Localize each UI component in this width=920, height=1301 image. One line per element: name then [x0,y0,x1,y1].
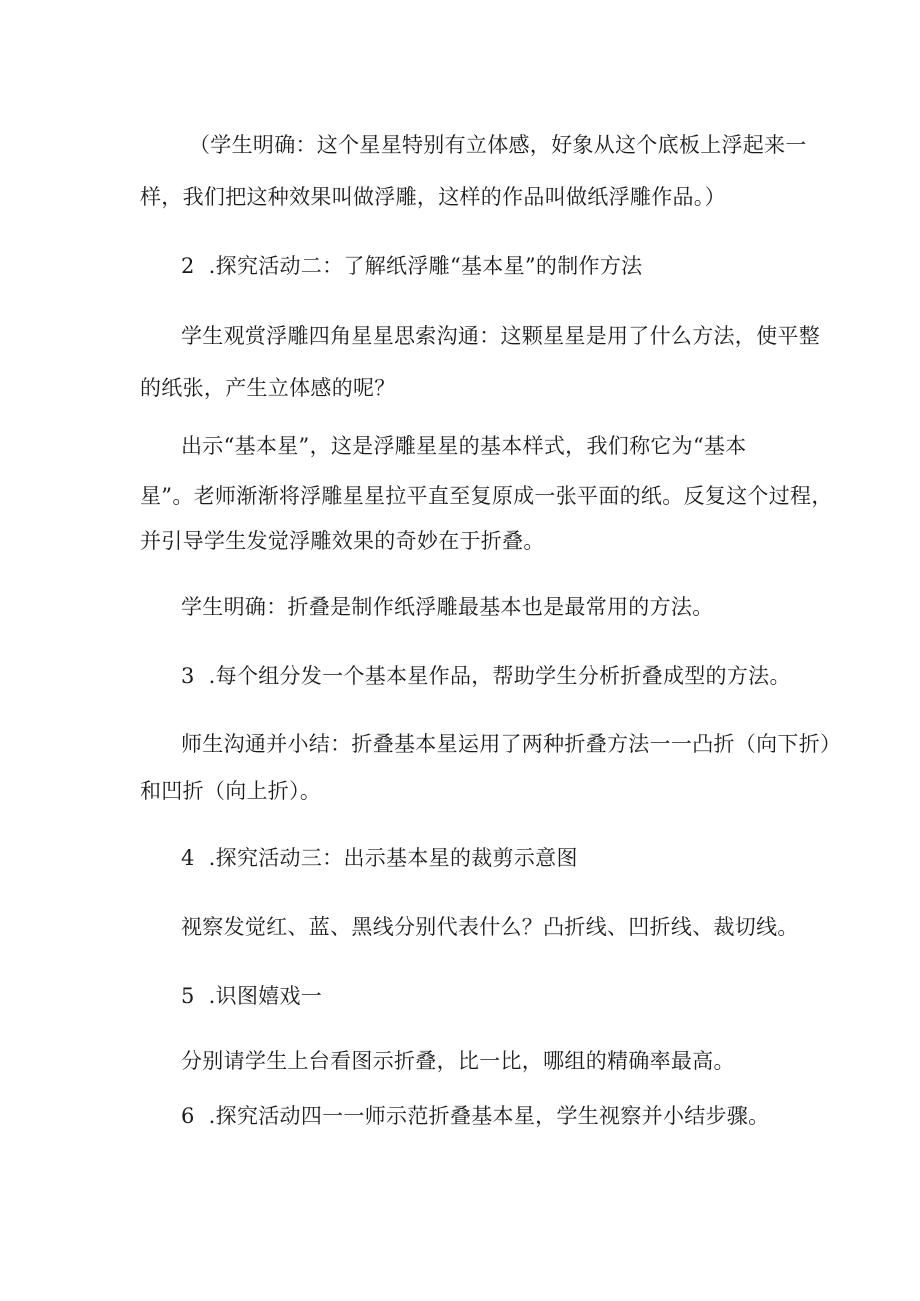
paragraph-line: 视察发觉红、蓝、黑线分别代表什么？凸折线、凹折线、裁切线。 [181,915,799,939]
paragraph-line: 学生观赏浮雕四角星星思索沟通：这颗星星是用了什么方法，使平整 [181,324,820,348]
paragraph-line: 出示“基本星”，这是浮雕星星的基本样式，我们称它为“基本 [181,434,747,458]
paragraph-line: 和凹折（向上折）。 [140,779,322,803]
paragraph-line: 师生沟通并小结：折叠基本星运用了两种折叠方法一一凸折（向下折） [181,732,842,756]
section-heading-5 [181,982,322,1010]
section-number: 2 [181,254,195,278]
section-heading-2 [181,252,642,280]
paragraph-line: 星”。老师渐渐将浮雕星星拉平直至复原成一张平面的纸。反复这个过程， [140,484,833,508]
section-title: .识图嬉戏一 [208,984,323,1008]
paragraph-line: 学生明确：折叠是制作纸浮雕最基本也是最常用的方法。 [181,595,714,619]
section-heading-4 [181,844,578,872]
section-title: .探究活动三：出示基本星的裁剪示意图 [208,846,578,870]
section-heading-3 [181,662,791,690]
section-number: 3 [181,664,195,688]
paragraph-line: （学生明确：这个星星特别有立体感，好象从这个底板上浮起来一 [189,133,807,157]
paragraph-line: 的纸张，产生立体感的呢？ [140,376,396,400]
section-title: .每个组分发一个基本星作品，帮助学生分析折叠成型的方法。 [208,664,791,688]
paragraph-line: 分别请学生上台看图示折叠，比一比，哪组的精确率最高。 [181,1049,735,1073]
paragraph-line: 并引导学生发觉浮雕效果的奇妙在于折叠。 [140,529,545,553]
section-number: 4 [181,846,195,870]
section-heading-6 [181,1102,769,1130]
paragraph-line: 样，我们把这种效果叫做浮雕，这样的作品叫做纸浮雕作品。） [140,185,726,209]
section-number: 6 [181,1104,195,1128]
section-title: .探究活动四一一师示范折叠基本星，学生视察并小结步骤。 [208,1104,770,1128]
section-title: .探究活动二：了解纸浮雕“基本星”的制作方法 [208,254,643,278]
section-number: 5 [181,984,195,1008]
